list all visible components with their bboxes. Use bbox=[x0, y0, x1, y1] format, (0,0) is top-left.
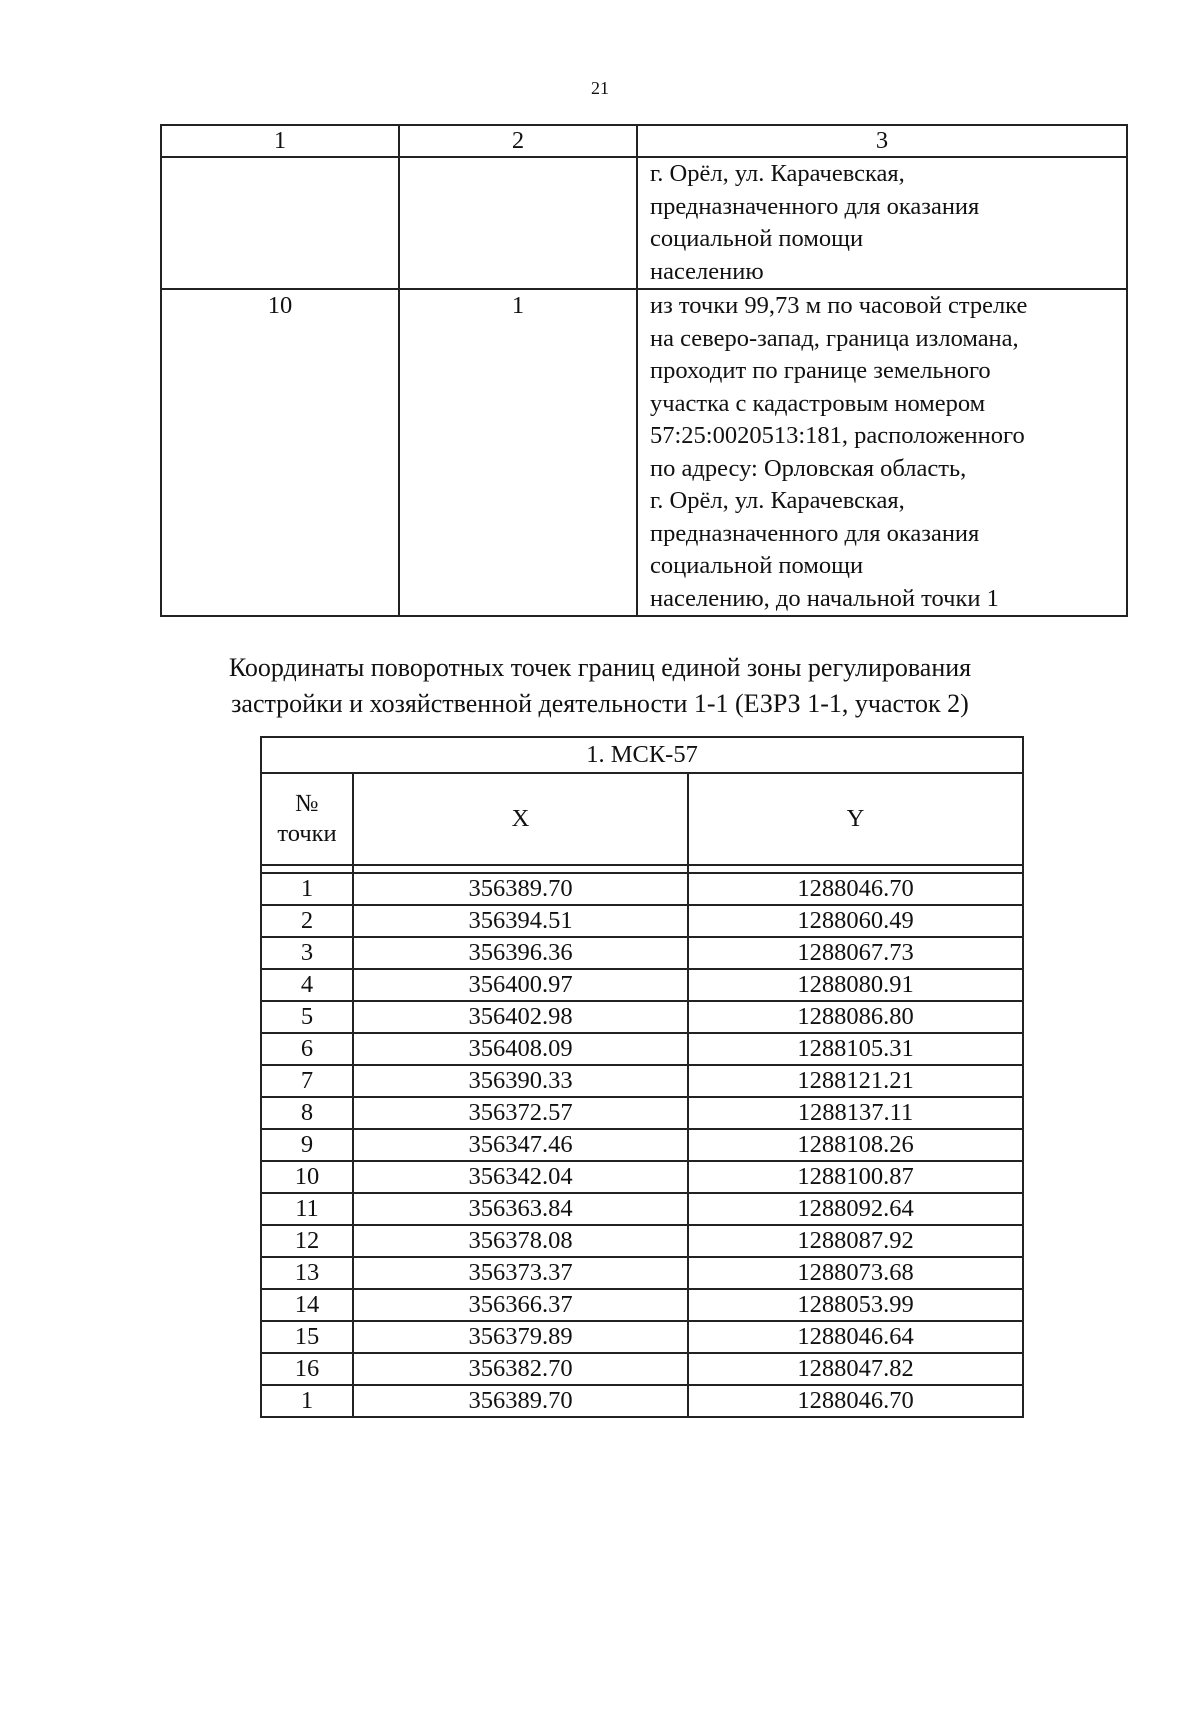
coordinates-table bbox=[260, 736, 1024, 1418]
column-header-row bbox=[261, 773, 1023, 865]
y-coordinate-cell: 1288046.70 bbox=[688, 1385, 1023, 1417]
y-coordinate-cell: 1288092.64 bbox=[688, 1193, 1023, 1225]
x-header: X bbox=[353, 773, 688, 865]
x-coordinate-cell: 356394.51 bbox=[353, 905, 688, 937]
point-number-cell: 12 bbox=[261, 1225, 353, 1257]
coordinate-system-label: 1. МСК-57 bbox=[261, 737, 1023, 773]
point-number-cell: 13 bbox=[261, 1257, 353, 1289]
x-coordinate-cell: 356390.33 bbox=[353, 1065, 688, 1097]
y-coordinate-cell: 1288137.11 bbox=[688, 1097, 1023, 1129]
table-header-row bbox=[161, 125, 1127, 157]
x-coordinate-cell: 356347.46 bbox=[353, 1129, 688, 1161]
header-cell: 1 bbox=[161, 125, 399, 157]
point-number-cell: 4 bbox=[261, 969, 353, 1001]
y-coordinate-cell: 1288053.99 bbox=[688, 1289, 1023, 1321]
y-coordinate-cell: 1288073.68 bbox=[688, 1257, 1023, 1289]
page-number: 21 bbox=[591, 78, 609, 98]
table-row bbox=[261, 905, 1023, 937]
x-coordinate-cell: 356402.98 bbox=[353, 1001, 688, 1033]
x-coordinate-cell: 356373.37 bbox=[353, 1257, 688, 1289]
point-number-cell: 1 bbox=[261, 1385, 353, 1417]
point-number-cell: 1 bbox=[261, 873, 353, 905]
x-coordinate-cell: 356342.04 bbox=[353, 1161, 688, 1193]
table-row bbox=[261, 1225, 1023, 1257]
table-row bbox=[261, 1289, 1023, 1321]
row-subnumber: 1 bbox=[399, 289, 637, 616]
header-cell: 2 bbox=[399, 125, 637, 157]
boundary-description-table bbox=[160, 124, 1128, 617]
point-number-cell: 7 bbox=[261, 1065, 353, 1097]
table-row bbox=[261, 1257, 1023, 1289]
point-number-cell: 9 bbox=[261, 1129, 353, 1161]
point-number-header-line1: № bbox=[295, 790, 319, 817]
point-number-cell: 10 bbox=[261, 1161, 353, 1193]
point-number-cell: 11 bbox=[261, 1193, 353, 1225]
empty-cell bbox=[399, 157, 637, 289]
table-row bbox=[261, 937, 1023, 969]
point-number-cell: 8 bbox=[261, 1097, 353, 1129]
header-cell: 3 bbox=[637, 125, 1127, 157]
table-row bbox=[261, 1129, 1023, 1161]
empty-cell bbox=[161, 157, 399, 289]
point-number-cell: 14 bbox=[261, 1289, 353, 1321]
x-coordinate-cell: 356396.36 bbox=[353, 937, 688, 969]
y-coordinate-cell: 1288087.92 bbox=[688, 1225, 1023, 1257]
x-coordinate-cell: 356382.70 bbox=[353, 1353, 688, 1385]
table-row bbox=[261, 1321, 1023, 1353]
y-coordinate-cell: 1288047.82 bbox=[688, 1353, 1023, 1385]
x-coordinate-cell: 356400.97 bbox=[353, 969, 688, 1001]
point-number-cell: 15 bbox=[261, 1321, 353, 1353]
table-row bbox=[261, 1033, 1023, 1065]
x-coordinate-cell: 356389.70 bbox=[353, 1385, 688, 1417]
y-coordinate-cell: 1288067.73 bbox=[688, 937, 1023, 969]
table-row bbox=[261, 969, 1023, 1001]
coordinates-caption: Координаты поворотных точек границ единой зоны регулирования застройки и хозяйственной деятельности 1-1 (ЕЗРЗ 1-1, участок 2) bbox=[228, 653, 972, 718]
table-row bbox=[261, 1097, 1023, 1129]
table-row bbox=[261, 1161, 1023, 1193]
y-coordinate-cell: 1288080.91 bbox=[688, 969, 1023, 1001]
x-coordinate-cell: 356408.09 bbox=[353, 1033, 688, 1065]
x-coordinate-cell: 356378.08 bbox=[353, 1225, 688, 1257]
y-coordinate-cell: 1288046.70 bbox=[688, 873, 1023, 905]
x-coordinate-cell: 356366.37 bbox=[353, 1289, 688, 1321]
table-row bbox=[261, 1065, 1023, 1097]
table-row bbox=[161, 289, 1127, 616]
x-coordinate-cell: 356363.84 bbox=[353, 1193, 688, 1225]
x-coordinate-cell: 356372.57 bbox=[353, 1097, 688, 1129]
table-row bbox=[261, 1385, 1023, 1417]
row-number: 10 bbox=[161, 289, 399, 616]
table-row bbox=[261, 873, 1023, 905]
y-coordinate-cell: 1288100.87 bbox=[688, 1161, 1023, 1193]
row-description: из точки 99,73 м по часовой стрелке на северо-запад, граница изломана, проходит по границе земельного участка с кадастровым номером 57:25:0020513:181, расположенного по адресу: Орловская область, г. Орёл, ул. Карачевская, предназначенного для оказания социальной помощи населению, до начальной точки 1 bbox=[637, 289, 1127, 616]
table-row bbox=[261, 1193, 1023, 1225]
continuation-description: г. Орёл, ул. Карачевская, предназначенного для оказания социальной помощи населению bbox=[637, 157, 1127, 289]
table-row bbox=[161, 157, 1127, 289]
y-coordinate-cell: 1288086.80 bbox=[688, 1001, 1023, 1033]
point-number-cell: 3 bbox=[261, 937, 353, 969]
point-number-cell: 2 bbox=[261, 905, 353, 937]
y-coordinate-cell: 1288105.31 bbox=[688, 1033, 1023, 1065]
coordinates-body bbox=[261, 873, 1023, 1417]
point-number-header-line2: точки bbox=[277, 820, 337, 847]
header-spacer bbox=[261, 865, 1023, 873]
point-number-cell: 6 bbox=[261, 1033, 353, 1065]
table-row bbox=[261, 1353, 1023, 1385]
y-coordinate-cell: 1288121.21 bbox=[688, 1065, 1023, 1097]
x-coordinate-cell: 356389.70 bbox=[353, 873, 688, 905]
x-coordinate-cell: 356379.89 bbox=[353, 1321, 688, 1353]
y-coordinate-cell: 1288060.49 bbox=[688, 905, 1023, 937]
point-number-cell: 5 bbox=[261, 1001, 353, 1033]
y-header: Y bbox=[688, 773, 1023, 865]
y-coordinate-cell: 1288108.26 bbox=[688, 1129, 1023, 1161]
coordinate-system-row bbox=[261, 737, 1023, 773]
y-coordinate-cell: 1288046.64 bbox=[688, 1321, 1023, 1353]
point-number-header bbox=[261, 773, 353, 865]
point-number-cell: 16 bbox=[261, 1353, 353, 1385]
table-row bbox=[261, 1001, 1023, 1033]
